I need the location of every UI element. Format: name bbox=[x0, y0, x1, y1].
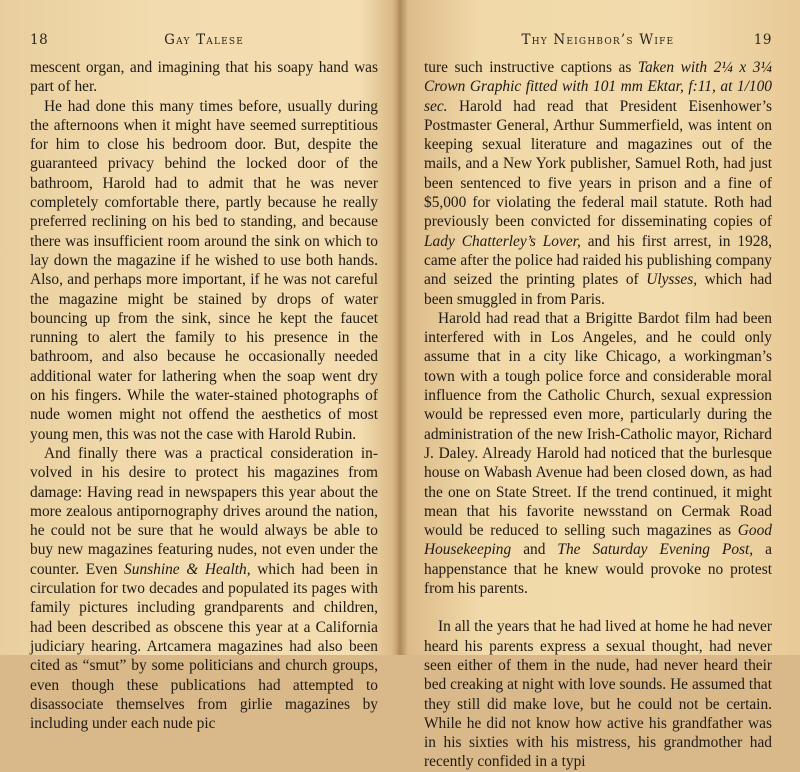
body-text: which had been in circulation for two decades and populated its pages with family pictures including grandparents and children, had been described as obscene this year at a California judiciary hearing. Artcamera magazines had also been cited as “smut” by some politicians and church groups, even though these publications had attempted to disassociate themselves from girlie magazines by including under each nude pic bbox=[30, 560, 379, 733]
body-text: Harold had read that a Brigitte Bardot film had been interfered with in Los Angeles, and he could only assume that in a city like Chicago, a workingman’s town with a tough police force and considerable moral influence from the Catholic Church, sexual expression would be repressed even more, particularly during the administration of the new Irish-Catholic mayor, Richard J. Daley. Already Harold had noticed that the burlesque house on Wabash Avenue had been closed down, as had the one on State Street. If the trend continued, it might mean that his favorite newsstand on Cermak Road would be reduced to selling such magazines as bbox=[424, 309, 772, 540]
right-page-text bbox=[424, 58, 772, 772]
right-running-head bbox=[424, 32, 772, 48]
right-running-head-title: Thy Neighbor’s Wife bbox=[521, 32, 675, 48]
left-running-head-title: Gay Talese bbox=[164, 32, 245, 48]
right-page-number: 19 bbox=[753, 32, 772, 48]
body-text: mescent organ, and imagining that his soapy hand was part of her. bbox=[30, 59, 378, 96]
paragraph bbox=[424, 58, 772, 309]
left-page-number: 18 bbox=[30, 32, 49, 48]
body-text: and bbox=[511, 541, 558, 559]
italic-title-text: Sunshine & Health, bbox=[124, 560, 251, 578]
paragraph bbox=[424, 309, 772, 598]
paragraph bbox=[424, 617, 772, 771]
body-text: and his first arrest, in 1928, came after the police had raided his publishing company and seized the printing plates of bbox=[424, 232, 772, 289]
paragraph bbox=[30, 58, 378, 97]
italic-title-text: Taken with 2¼ x 3¼ Crown Graphic fitted with 101 mm Ektar, f:11, at 1/100 sec. bbox=[424, 59, 772, 115]
body-text: In all the years that he had lived at home he had never heard his parents express a sexual thought, had never seen either of them in the nude, had never heard their bed creaking at night with love sounds. He assumed that they still did make love, but he could not be certain. While he did not know how active his grandfather was in his sixties with his mistress, his grandmother had recently confided in a typi bbox=[424, 618, 772, 771]
body-text: which had been smuggled in from Paris. bbox=[424, 271, 772, 308]
left-running-head bbox=[30, 32, 378, 48]
body-text: ture such instructive captions as bbox=[424, 59, 638, 76]
body-text: a happenstance that he knew would provoke no protest from his parents. bbox=[424, 541, 772, 598]
italic-title-text: The Saturday Evening Post, bbox=[557, 541, 754, 559]
italic-title-text: Ulysses, bbox=[646, 271, 698, 289]
left-page-text bbox=[30, 58, 378, 733]
italic-title-text: Good Housekeeping bbox=[424, 522, 772, 559]
paragraph bbox=[30, 97, 378, 444]
body-text: He had done this many times before, usually during the afternoons when it might have seemed surreptitious for him to close his bedroom door. But, despite the guaranteed privacy behind the locked door of the bathroom, Harold had to admit that he was never completely comfortable there, partly because he really preferred reclining on his bed to standing, and because there was insufficient room around the sink on which to lay down the magazine if he wished to use both hands. Also, and perhaps more important, if he was not careful the magazine might be stained by drops of water bouncing up from the sink, since he kept the faucet running to alert the family to his presence in the bathroom, and also because he occasionally needed additional water for lathering when the soap went dry on his fingers. While the water-stained photographs of nude women might not offend the aesthetics of most young men, this was not the case with Harold Rubin. bbox=[30, 97, 378, 443]
right-page bbox=[400, 0, 800, 771]
body-text: Harold had read that President Eisenhower’s Postmaster General, Arthur Summerfield, was intent on keeping sexual literature and magazines out of the mails, and a New York publisher, Samuel Roth, had just been sentenced to five years in prison and a fine of $5,000 for violating the federal mail statute. Roth had previously been convicted for disseminating copies of bbox=[424, 97, 772, 231]
body-text: And finally there was a practical consideration involved in his desire to protect his magazines from damage: Having read in newspapers this year about the more zealous antipornography drives around the nation, he could not be sure that he would always be able to buy new magazines featuring nudes, not even under the counter. Even bbox=[30, 444, 378, 578]
italic-title-text: Lady Chatterley’s Lover, bbox=[424, 232, 581, 250]
left-page bbox=[0, 0, 400, 733]
paragraph bbox=[30, 444, 378, 733]
